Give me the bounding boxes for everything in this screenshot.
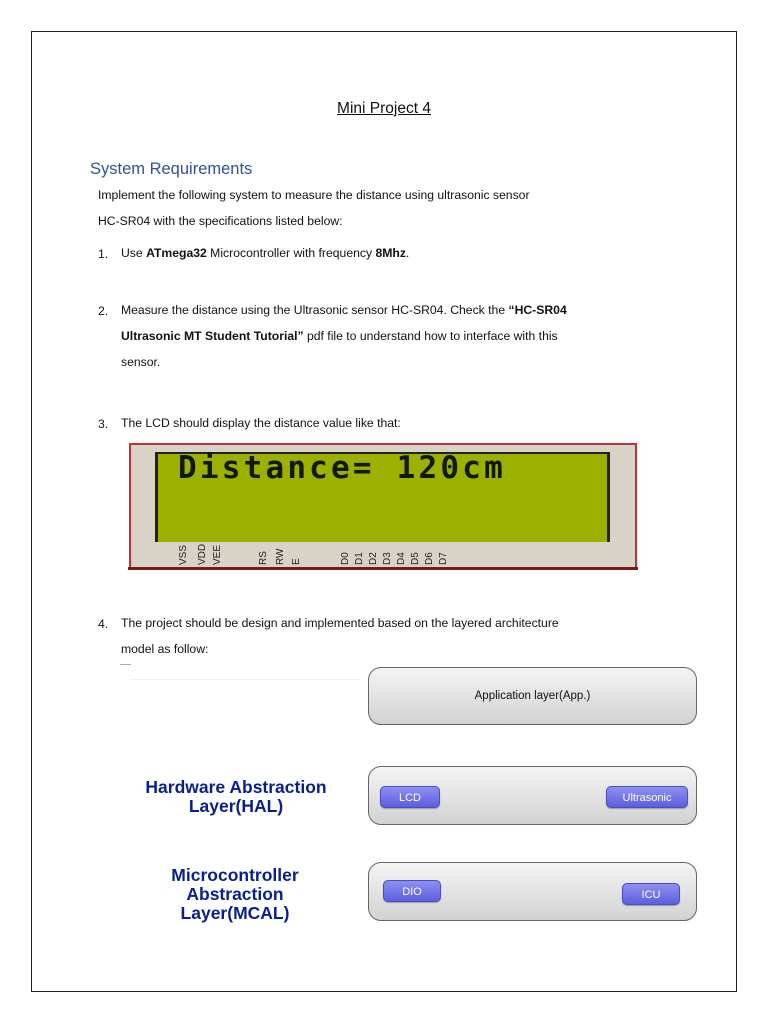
lcd-pin-label: VEE [212, 544, 223, 565]
list-number-2: 2. [98, 304, 109, 318]
requirement-4-line-1: The project should be design and implemented based on the layered architecture [121, 616, 559, 630]
req1-mcu: ATmega32 [146, 246, 207, 260]
lcd-pin-label: D5 [410, 552, 421, 565]
lcd-pin-label: D0 [340, 552, 351, 565]
lcd-pin-label: D2 [368, 552, 379, 565]
requirement-2-line-1 [121, 297, 567, 323]
mcal-label-line-1: Microcontroller [171, 865, 299, 885]
req1-text-c: . [405, 246, 410, 260]
lcd-pin-d5 [410, 552, 424, 597]
lcd-pin-vee [212, 544, 226, 597]
lcd-pin-d3 [382, 552, 396, 597]
hal-layer-box [368, 766, 697, 825]
lcd-pin-d4 [396, 552, 410, 597]
lcd-pin-e [291, 558, 305, 597]
app-layer-label: Application layer(App.) [474, 690, 591, 702]
lcd-pin-vdd [197, 543, 211, 597]
mcal-label-line-2: Abstraction [186, 884, 284, 904]
req2-text-b: pdf file to understand how to interface with this [303, 329, 558, 343]
app-layer-box [368, 667, 697, 725]
lcd-pin-label: D1 [354, 552, 365, 565]
section-heading: System Requirements [90, 160, 253, 178]
hal-layer-label [112, 778, 360, 816]
lcd-pin-d2 [368, 552, 382, 597]
document-title: Mini Project 4 [337, 100, 431, 117]
lcd-pin-rw [275, 548, 289, 597]
lcd-pin-d1 [354, 552, 368, 597]
intro-line-1: Implement the following system to measure the distance using ultrasonic sensor [98, 188, 530, 202]
requirement-1 [121, 240, 409, 266]
req1-frequency: 8Mhz [375, 246, 406, 260]
lcd-pin-label: RS [258, 551, 269, 565]
hal-module-ultrasonic: Ultrasonic [606, 786, 688, 808]
list-number-4: 4. [98, 617, 109, 631]
lcd-pin-label: VSS [178, 544, 189, 565]
lcd-pin-rs [258, 551, 272, 597]
lcd-pin-label: D3 [382, 552, 393, 565]
lcd-pin-vss [178, 544, 192, 597]
lcd-pin-label: D6 [424, 552, 435, 565]
list-number-1: 1. [98, 247, 109, 261]
mcal-module-icu: ICU [622, 883, 680, 905]
lcd-pin-label: D4 [396, 552, 407, 565]
req1-text-a: Use [121, 246, 147, 260]
requirement-2-line-3: sensor. [121, 355, 161, 369]
lcd-pin-label: VDD [197, 543, 208, 565]
lcd-pin-d0 [340, 552, 354, 597]
lcd-pin-label: D7 [438, 552, 449, 565]
req2-bold-a: “HC-SR04 [508, 303, 567, 317]
lcd-display-text: Distance= 120cm [178, 450, 506, 486]
lcd-pin-d7 [438, 552, 452, 597]
mcal-layer-box [368, 862, 697, 921]
requirement-2-line-2 [121, 323, 558, 349]
hal-label-line-1: Hardware Abstraction [145, 777, 327, 797]
req2-text-a: Measure the distance using the Ultrasonic sensor HC-SR04. Check the [121, 303, 509, 317]
lcd-pin-label: RW [275, 548, 286, 565]
lcd-pin-label: E [291, 558, 302, 565]
req1-text-b: Microcontroller with frequency [206, 246, 376, 260]
list-number-3: 3. [98, 417, 109, 431]
faint-divider [130, 679, 360, 680]
requirement-3: The LCD should display the distance value like that: [121, 416, 401, 430]
mcal-module-dio: DIO [383, 880, 441, 902]
intro-line-2: HC-SR04 with the specifications listed below: [98, 214, 343, 228]
divider-mark [120, 664, 131, 665]
lcd-pin-d6 [424, 552, 438, 597]
hal-module-lcd: LCD [380, 786, 440, 808]
hal-label-line-2: Layer(HAL) [188, 796, 284, 816]
requirement-4-line-2: model as follow: [121, 642, 209, 656]
mcal-layer-label [120, 866, 350, 923]
req2-bold-b: Ultrasonic MT Student Tutorial” [121, 329, 304, 343]
mcal-label-line-3: Layer(MCAL) [180, 903, 290, 923]
